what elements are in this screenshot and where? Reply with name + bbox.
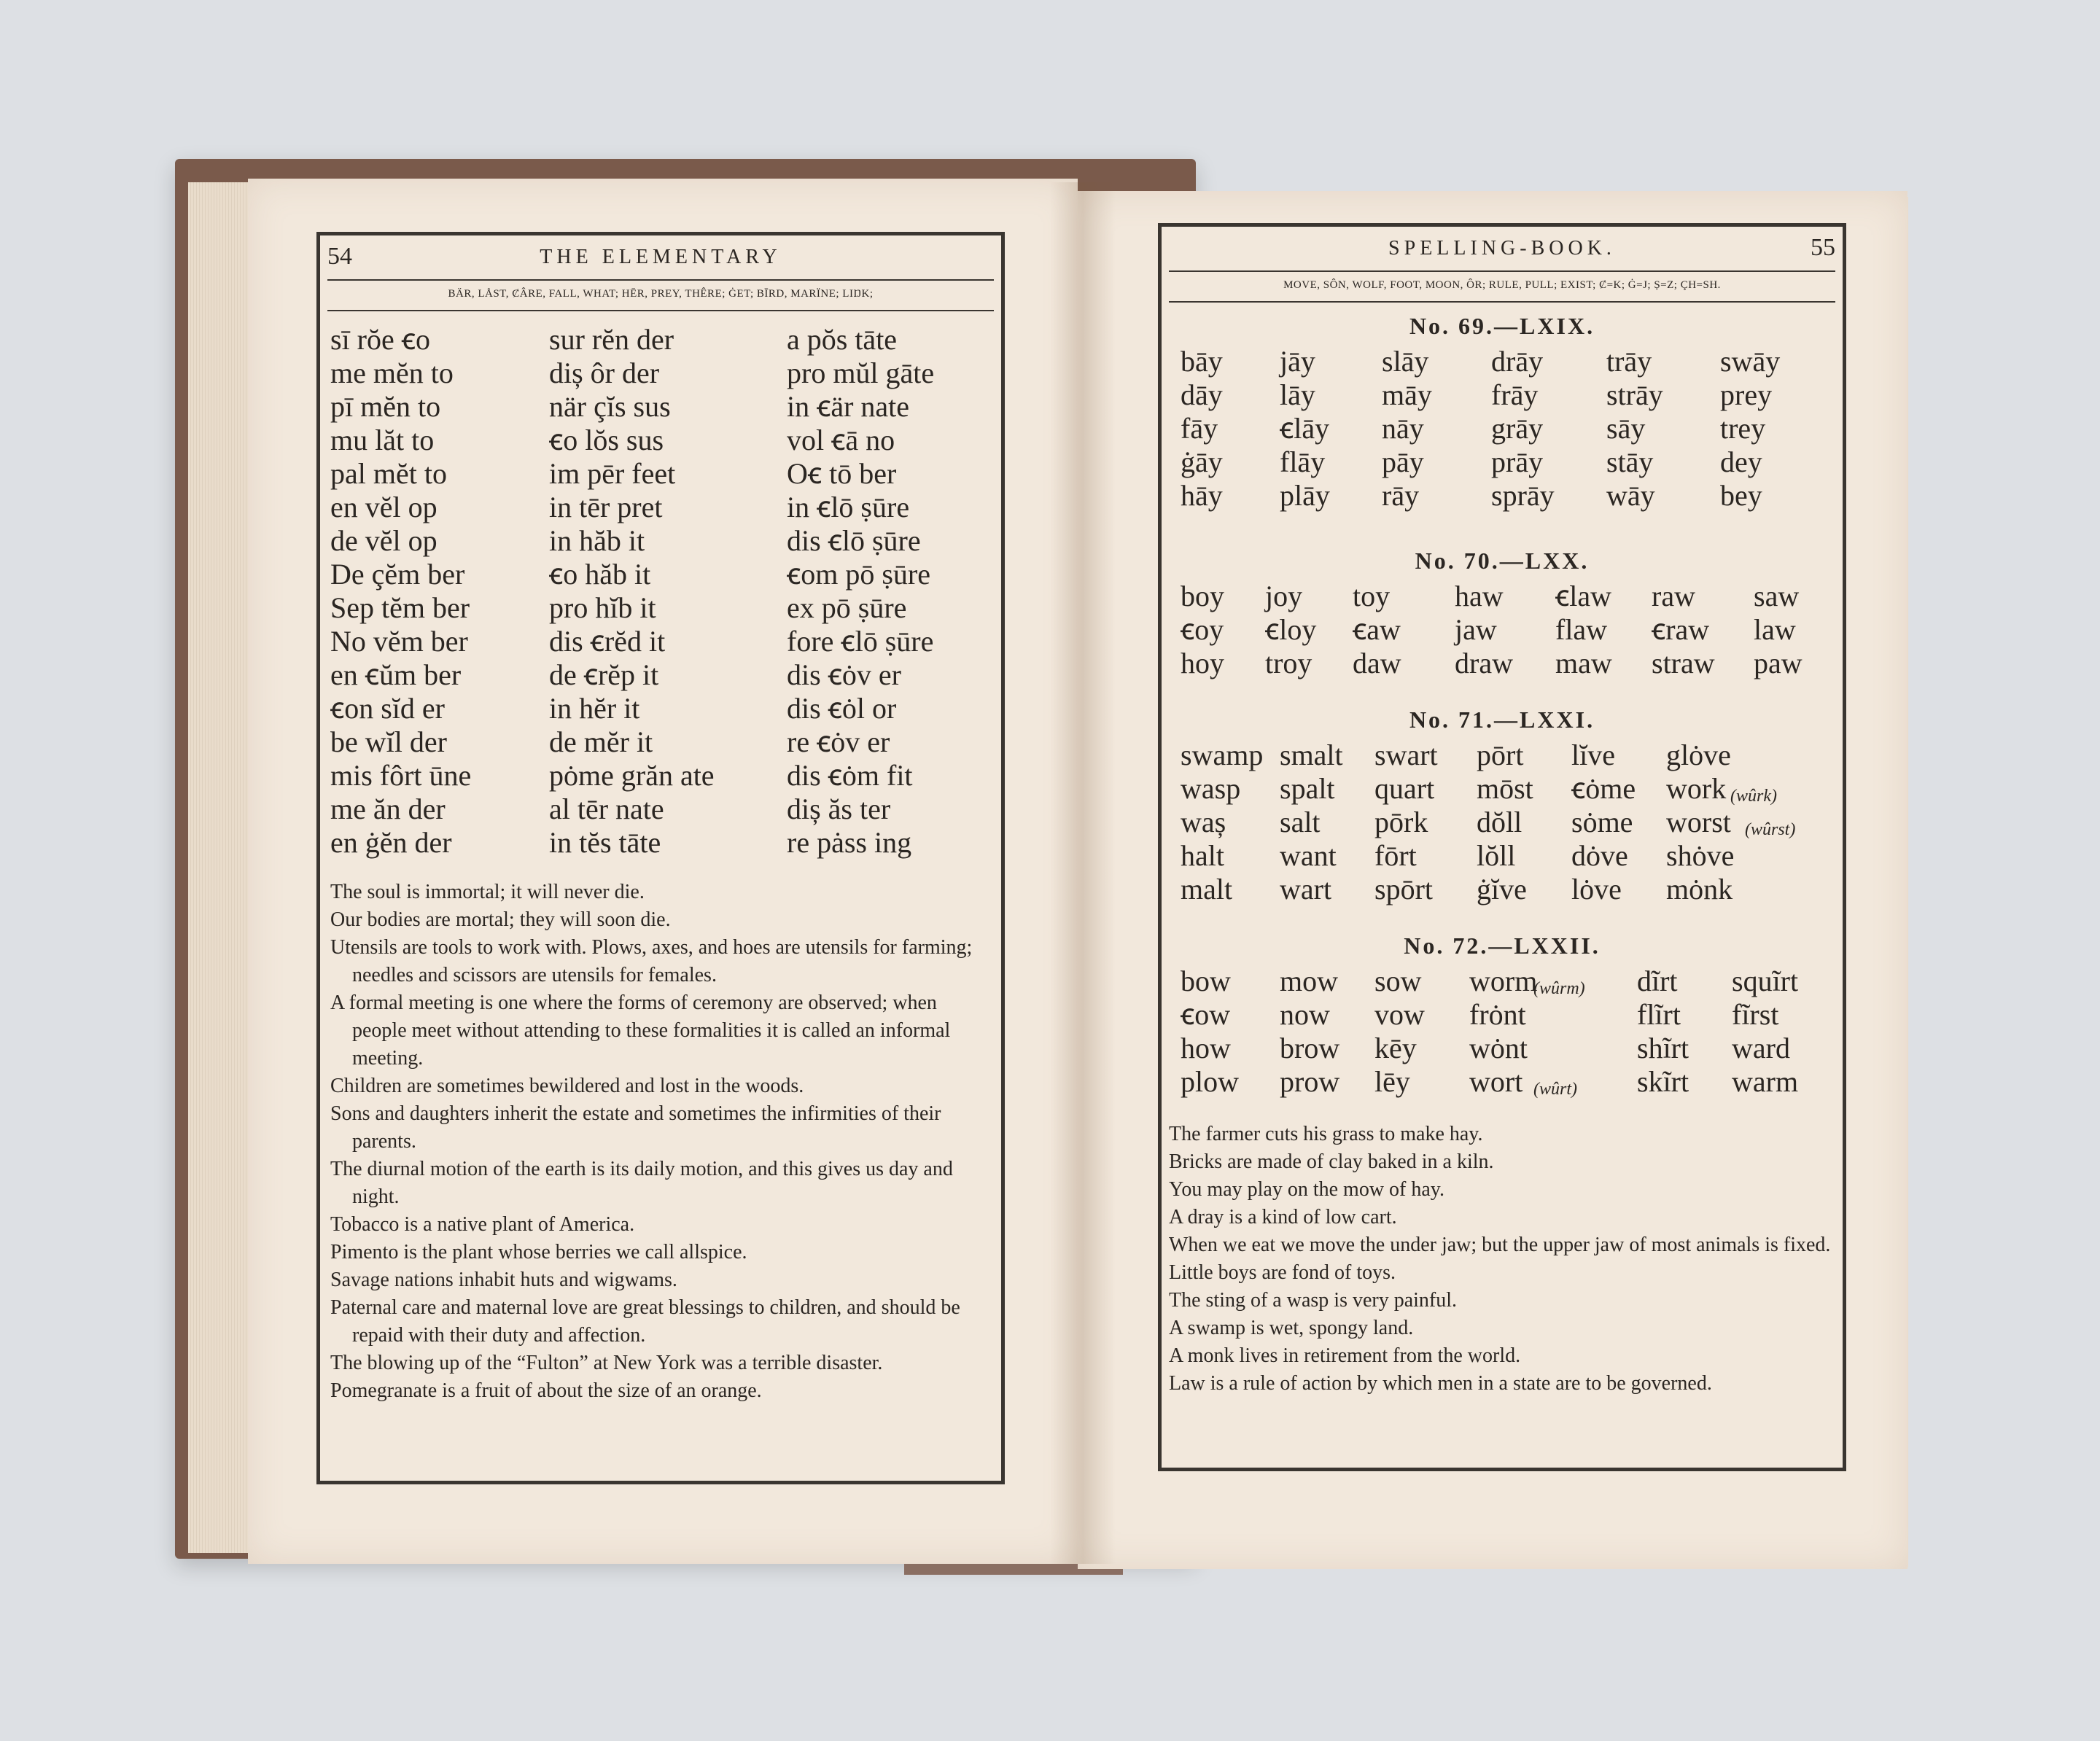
spelling-word: fāy — [1181, 412, 1218, 445]
spelling-word: troy — [1265, 647, 1312, 679]
spelling-word: me mĕn to — [330, 357, 454, 389]
lesson-heading: No. 72.—LXXII. — [1404, 932, 1601, 959]
spelling-word: saw — [1754, 580, 1800, 612]
spelling-word: sāy — [1606, 412, 1646, 445]
spelling-word: raw — [1652, 580, 1695, 612]
spelling-word: how — [1181, 1032, 1231, 1064]
spelling-word: wart — [1280, 873, 1332, 905]
spelling-word: diș ăs ter — [787, 792, 891, 825]
spelling-word: prey — [1720, 378, 1773, 411]
spelling-word: pōrt — [1477, 739, 1524, 771]
spelling-word: al tēr nate — [549, 792, 664, 825]
left-pronunciation-key: BÄR, LÅST, ȻÂRE, FALL, WHAT; HĒR, PREY, THÊRE; ĠET; BĪRD, MARÏNE; LIŊK; — [327, 279, 994, 311]
sentence: When we eat we move the under jaw; but the upper jaw of most animals is fixed. — [1169, 1234, 1831, 1256]
spelling-word: glȯve — [1666, 739, 1731, 771]
sentence: A swamp is wet, spongy land. — [1169, 1317, 1414, 1339]
spelling-word: māy — [1382, 378, 1432, 411]
word-row — [1170, 739, 1841, 772]
spelling-word: bey — [1720, 479, 1762, 512]
spelling-word: in hĕr it — [549, 692, 640, 725]
spelling-word: de mĕr it — [549, 725, 653, 758]
spelling-word: pal mĕt to — [330, 457, 447, 490]
spelling-word: lāy — [1280, 378, 1315, 411]
word-row — [330, 725, 994, 759]
lesson-heading: No. 70.—LXX. — [1415, 548, 1590, 574]
spelling-word: ꞓo hăb it — [549, 558, 651, 591]
spelling-word: De çĕm ber — [330, 558, 465, 591]
right-running-head — [1162, 234, 1843, 260]
word-row — [330, 792, 994, 826]
spelling-word: ex pō ṣūre — [787, 591, 907, 624]
word-row — [1170, 412, 1841, 445]
sentence: Pomegranate is a fruit of about the size of an orange. — [330, 1379, 762, 1402]
spelling-word: diș ôr der — [549, 357, 660, 389]
word-row — [330, 390, 994, 424]
right-page-number: 55 — [1811, 234, 1835, 261]
spelling-word: hoy — [1181, 647, 1224, 679]
spelling-word: grāy — [1491, 412, 1544, 445]
spelling-word: joy — [1265, 580, 1303, 612]
spelling-word: Sep tĕm ber — [330, 591, 470, 624]
spelling-word: trāy — [1606, 345, 1652, 378]
word-row — [1170, 839, 1841, 873]
spelling-word: swamp — [1181, 739, 1264, 771]
spelling-word: vol ꞓā no — [787, 424, 895, 456]
sentence: Children are sometimes bewildered and lost in the woods. — [330, 1075, 804, 1097]
spelling-word: pȯme grăn ate — [549, 759, 715, 792]
sentence: The sting of a wasp is very painful. — [1169, 1289, 1458, 1312]
spelling-word: prāy — [1491, 445, 1544, 478]
word-row — [1170, 445, 1841, 479]
sentence: Sons and daughters inherit the estate and sometimes the infirmities of their parents. — [330, 1102, 941, 1153]
pronunciation-note: (wûrm) — [1533, 979, 1585, 998]
spelling-word: strāy — [1606, 378, 1663, 411]
spelling-word: salt — [1280, 806, 1321, 838]
left-running-head — [320, 243, 1001, 269]
spelling-word: No vĕm ber — [330, 625, 468, 658]
spelling-word: mow — [1280, 965, 1338, 997]
sentence: Little boys are fond of toys. — [1169, 1261, 1396, 1284]
word-row — [1170, 613, 1841, 647]
spelling-word: in ꞓlō ṣūre — [787, 491, 910, 523]
spelling-word: prow — [1280, 1065, 1340, 1098]
spelling-word: ġĭve — [1477, 873, 1527, 905]
spelling-word: in hăb it — [549, 524, 645, 557]
spelling-word: jaw — [1455, 613, 1497, 646]
word-row — [1170, 1065, 1841, 1099]
sentence: Pimento is the plant whose berries we call allspice. — [330, 1241, 747, 1263]
spelling-word: skĩrt — [1637, 1065, 1689, 1098]
word-row — [330, 759, 994, 792]
spelling-word: pāy — [1382, 445, 1424, 478]
spelling-word: ꞓo lŏs sus — [549, 424, 664, 456]
spelling-word: wȯnt — [1469, 1032, 1528, 1064]
spelling-word: lȯve — [1571, 873, 1622, 905]
spelling-word: dĩrt — [1637, 965, 1678, 997]
spelling-word: ꞓon sĭd er — [330, 692, 445, 725]
word-row — [330, 357, 994, 390]
spelling-word: a pŏs tāte — [787, 323, 898, 356]
spelling-word: dis ꞓlō ṣūre — [787, 524, 921, 557]
word-row — [1170, 806, 1841, 839]
word-row — [330, 457, 994, 491]
sentence: The farmer cuts his grass to make hay. — [1169, 1123, 1483, 1145]
sentence: Savage nations inhabit huts and wigwams. — [330, 1269, 677, 1291]
spelling-word: now — [1280, 998, 1330, 1031]
spelling-word: dȯve — [1571, 839, 1628, 872]
spelling-word: swāy — [1720, 345, 1781, 378]
spelling-word: frȯnt — [1469, 998, 1526, 1031]
spelling-word: plāy — [1280, 479, 1330, 512]
spelling-word: im pēr feet — [549, 457, 676, 490]
spelling-word: nāy — [1382, 412, 1424, 445]
spelling-word: sow — [1374, 965, 1422, 997]
spelling-word: worm — [1469, 965, 1538, 997]
spelling-word: paw — [1754, 647, 1802, 679]
spelling-word: haw — [1455, 580, 1504, 612]
word-row — [1170, 378, 1841, 412]
left-sentences — [330, 879, 987, 1405]
spelling-word: lēy — [1374, 1065, 1410, 1098]
word-row — [1170, 772, 1841, 806]
spelling-word: en ꞓŭm ber — [330, 658, 462, 691]
sentence: You may play on the mow of hay. — [1169, 1178, 1444, 1201]
spelling-word: ꞓloy — [1265, 613, 1317, 646]
sentence: Bricks are made of clay baked in a kiln. — [1169, 1150, 1494, 1173]
spelling-word: fore ꞓlō ṣūre — [787, 625, 934, 658]
spelling-word: warm — [1732, 1065, 1799, 1098]
spelling-word: vow — [1374, 998, 1425, 1031]
spelling-word: wāy — [1606, 479, 1655, 512]
word-row — [1170, 873, 1841, 906]
right-page-frame — [1158, 223, 1846, 1471]
sentence: A dray is a kind of low cart. — [1169, 1206, 1397, 1228]
spelling-word: mȯnk — [1666, 873, 1733, 905]
spelling-word: dāy — [1181, 378, 1223, 411]
spelling-word: bāy — [1181, 345, 1223, 378]
spelling-word: squĩrt — [1732, 965, 1799, 997]
word-row — [330, 323, 994, 357]
spelling-word: en ġĕn der — [330, 826, 452, 859]
spelling-word: jāy — [1280, 345, 1315, 378]
word-row — [330, 558, 994, 591]
spelling-word: ꞓlaw — [1555, 580, 1611, 612]
spelling-word: sī rŏe ꞓo — [330, 323, 430, 356]
word-row — [330, 491, 994, 524]
spelling-word: ward — [1732, 1032, 1790, 1064]
spelling-word: draw — [1455, 647, 1513, 679]
sentence: Tobacco is a native plant of America. — [330, 1213, 635, 1236]
book-gutter — [1050, 182, 1116, 1564]
spelling-word: wort — [1469, 1065, 1523, 1098]
lesson-heading: No. 71.—LXXI. — [1409, 706, 1595, 733]
spelling-word: me ăn der — [330, 792, 446, 825]
lesson-word-grid — [1170, 580, 1841, 680]
spelling-word: dey — [1720, 445, 1762, 478]
spelling-word: re ꞓȯv er — [787, 725, 890, 758]
spelling-word: slāy — [1382, 345, 1429, 378]
left-page-number: 54 — [327, 243, 352, 270]
word-row — [330, 658, 994, 692]
spelling-word: en vĕl op — [330, 491, 438, 523]
sentence: Our bodies are mortal; they will soon die. — [330, 908, 671, 931]
spelling-word: flāy — [1280, 445, 1326, 478]
word-row — [330, 826, 994, 860]
word-row — [330, 424, 994, 457]
word-row — [1170, 647, 1841, 680]
spelling-word: sprāy — [1491, 479, 1555, 512]
spelling-word: ꞓow — [1181, 998, 1231, 1031]
sentence: The blowing up of the “Fulton” at New York was a terrible disaster. — [330, 1352, 883, 1374]
spelling-word: spōrt — [1374, 873, 1433, 905]
right-sentences — [1169, 1121, 1832, 1398]
spelling-word: dis ꞓȯl or — [787, 692, 897, 725]
spelling-word: boy — [1181, 580, 1224, 612]
spelling-word: plow — [1181, 1065, 1239, 1098]
spelling-word: kēy — [1374, 1032, 1417, 1064]
spelling-word: in tĕs tāte — [549, 826, 661, 859]
lesson-word-grid — [1170, 345, 1841, 513]
spelling-word: ꞓraw — [1652, 613, 1710, 646]
spelling-word: bow — [1181, 965, 1231, 997]
sentence: A monk lives in retirement from the world. — [1169, 1344, 1521, 1367]
lesson-word-grid — [1170, 739, 1841, 906]
left-word-columns — [330, 323, 994, 860]
spelling-word: work — [1666, 772, 1727, 805]
spelling-word: ꞓlāy — [1280, 412, 1330, 445]
sentence: A formal meeting is one where the forms of ceremony are observed; when people meet without attending to these formalities it is called an informal meeting. — [330, 992, 951, 1070]
spelling-word: sȯme — [1571, 806, 1633, 838]
spelling-word: in ꞓär nate — [787, 390, 910, 423]
spelling-word: lĭve — [1571, 739, 1615, 771]
spelling-word: pro mŭl gāte — [787, 357, 935, 389]
spelling-word: wasp — [1181, 772, 1241, 805]
word-row — [1170, 965, 1841, 998]
spelling-word: pro hĭb it — [549, 591, 656, 624]
spelling-word: mu lăt to — [330, 424, 435, 456]
right-running-title: SPELLING-BOOK. — [1388, 237, 1616, 260]
spelling-word: flaw — [1555, 613, 1608, 646]
spelling-word: swart — [1374, 739, 1438, 771]
pronunciation-note: (wûrt) — [1533, 1080, 1577, 1099]
spelling-word: halt — [1181, 839, 1224, 872]
left-running-title: THE ELEMENTARY — [540, 246, 782, 268]
spelling-word: pī mĕn to — [330, 390, 441, 423]
right-pronunciation-key: MOVE, SÔN, WOLF, FOOT, MOON, ÔR; RULE, PULL; EXIST; Ȼ=K; Ġ=J; Ș=Z; ÇH=SH. — [1169, 270, 1835, 303]
spelling-word: shĩrt — [1637, 1032, 1689, 1064]
left-page-frame — [316, 232, 1005, 1484]
sentence: Utensils are tools to work with. Plows, axes, and hoes are utensils for farming; needles and scissors are utensils for females. — [330, 936, 973, 986]
lesson-heading: No. 69.—LXIX. — [1409, 313, 1595, 339]
spelling-word: flĩrt — [1637, 998, 1681, 1031]
spelling-word: mis fôrt ūne — [330, 759, 472, 792]
spelling-word: trey — [1720, 412, 1766, 445]
spelling-word: worst — [1666, 806, 1731, 838]
word-row — [330, 524, 994, 558]
spelling-word: Oꞓ tō ber — [787, 457, 897, 490]
spelling-word: ꞓom pō ṣūre — [787, 558, 930, 591]
spelling-word: pōrk — [1374, 806, 1428, 838]
sentence: The diurnal motion of the earth is its daily motion, and this gives us day and night. — [330, 1158, 953, 1208]
spelling-word: stāy — [1606, 445, 1654, 478]
lesson-word-grid — [1170, 965, 1841, 1099]
spelling-word: maw — [1555, 647, 1612, 679]
spelling-word: malt — [1181, 873, 1233, 905]
word-row — [1170, 1032, 1841, 1065]
spelling-word: drāy — [1491, 345, 1544, 378]
spelling-word: shȯve — [1666, 839, 1735, 872]
spelling-word: daw — [1353, 647, 1401, 679]
sentence: The soul is immortal; it will never die. — [330, 881, 645, 903]
word-row — [1170, 345, 1841, 378]
spelling-word: dŏll — [1477, 806, 1522, 838]
spelling-word: ġāy — [1181, 445, 1223, 478]
word-row — [330, 625, 994, 658]
spelling-word: när çĭs sus — [549, 390, 671, 423]
spelling-word: ꞓȯme — [1571, 772, 1636, 805]
spelling-word: hāy — [1181, 479, 1223, 512]
spelling-word: frāy — [1491, 378, 1539, 411]
spelling-word: fĩrst — [1732, 998, 1779, 1031]
spelling-word: straw — [1652, 647, 1715, 679]
spelling-word: spalt — [1280, 772, 1335, 805]
spelling-word: smalt — [1280, 739, 1343, 771]
spelling-word: de vĕl op — [330, 524, 438, 557]
spelling-word: de ꞓrĕp it — [549, 658, 659, 691]
spelling-word: brow — [1280, 1032, 1340, 1064]
word-row — [1170, 998, 1841, 1032]
word-row — [330, 591, 994, 625]
spelling-word: waș — [1181, 806, 1226, 838]
spelling-word: fōrt — [1374, 839, 1417, 872]
pronunciation-note: (wûrst) — [1745, 820, 1796, 839]
spelling-word: re pȧss ing — [787, 826, 912, 859]
spelling-word: ꞓoy — [1181, 613, 1224, 646]
word-row — [1170, 479, 1841, 513]
spelling-word: want — [1280, 839, 1337, 872]
spelling-word: dis ꞓrĕd it — [549, 625, 666, 658]
sentence: Paternal care and maternal love are great blessings to children, and should be repaid with their duty and affection. — [330, 1296, 960, 1347]
spelling-word: in tēr pret — [549, 491, 663, 523]
spelling-word: law — [1754, 613, 1796, 646]
spelling-word: toy — [1353, 580, 1391, 612]
word-row — [1170, 580, 1841, 613]
spelling-word: mōst — [1477, 772, 1533, 805]
spelling-word: lŏll — [1477, 839, 1516, 872]
sentence: Law is a rule of action by which men in a state are to be governed. — [1169, 1372, 1712, 1395]
spelling-word: sur rĕn der — [549, 323, 674, 356]
spelling-word: dis ꞓȯv er — [787, 658, 901, 691]
pronunciation-note: (wûrk) — [1730, 787, 1777, 806]
spelling-word: rāy — [1382, 479, 1420, 512]
spelling-word: dis ꞓȯm fit — [787, 759, 913, 792]
spelling-word: be wĭl der — [330, 725, 447, 758]
spelling-word: ꞓaw — [1353, 613, 1401, 646]
word-row — [330, 692, 994, 725]
spelling-word: quart — [1374, 772, 1435, 805]
